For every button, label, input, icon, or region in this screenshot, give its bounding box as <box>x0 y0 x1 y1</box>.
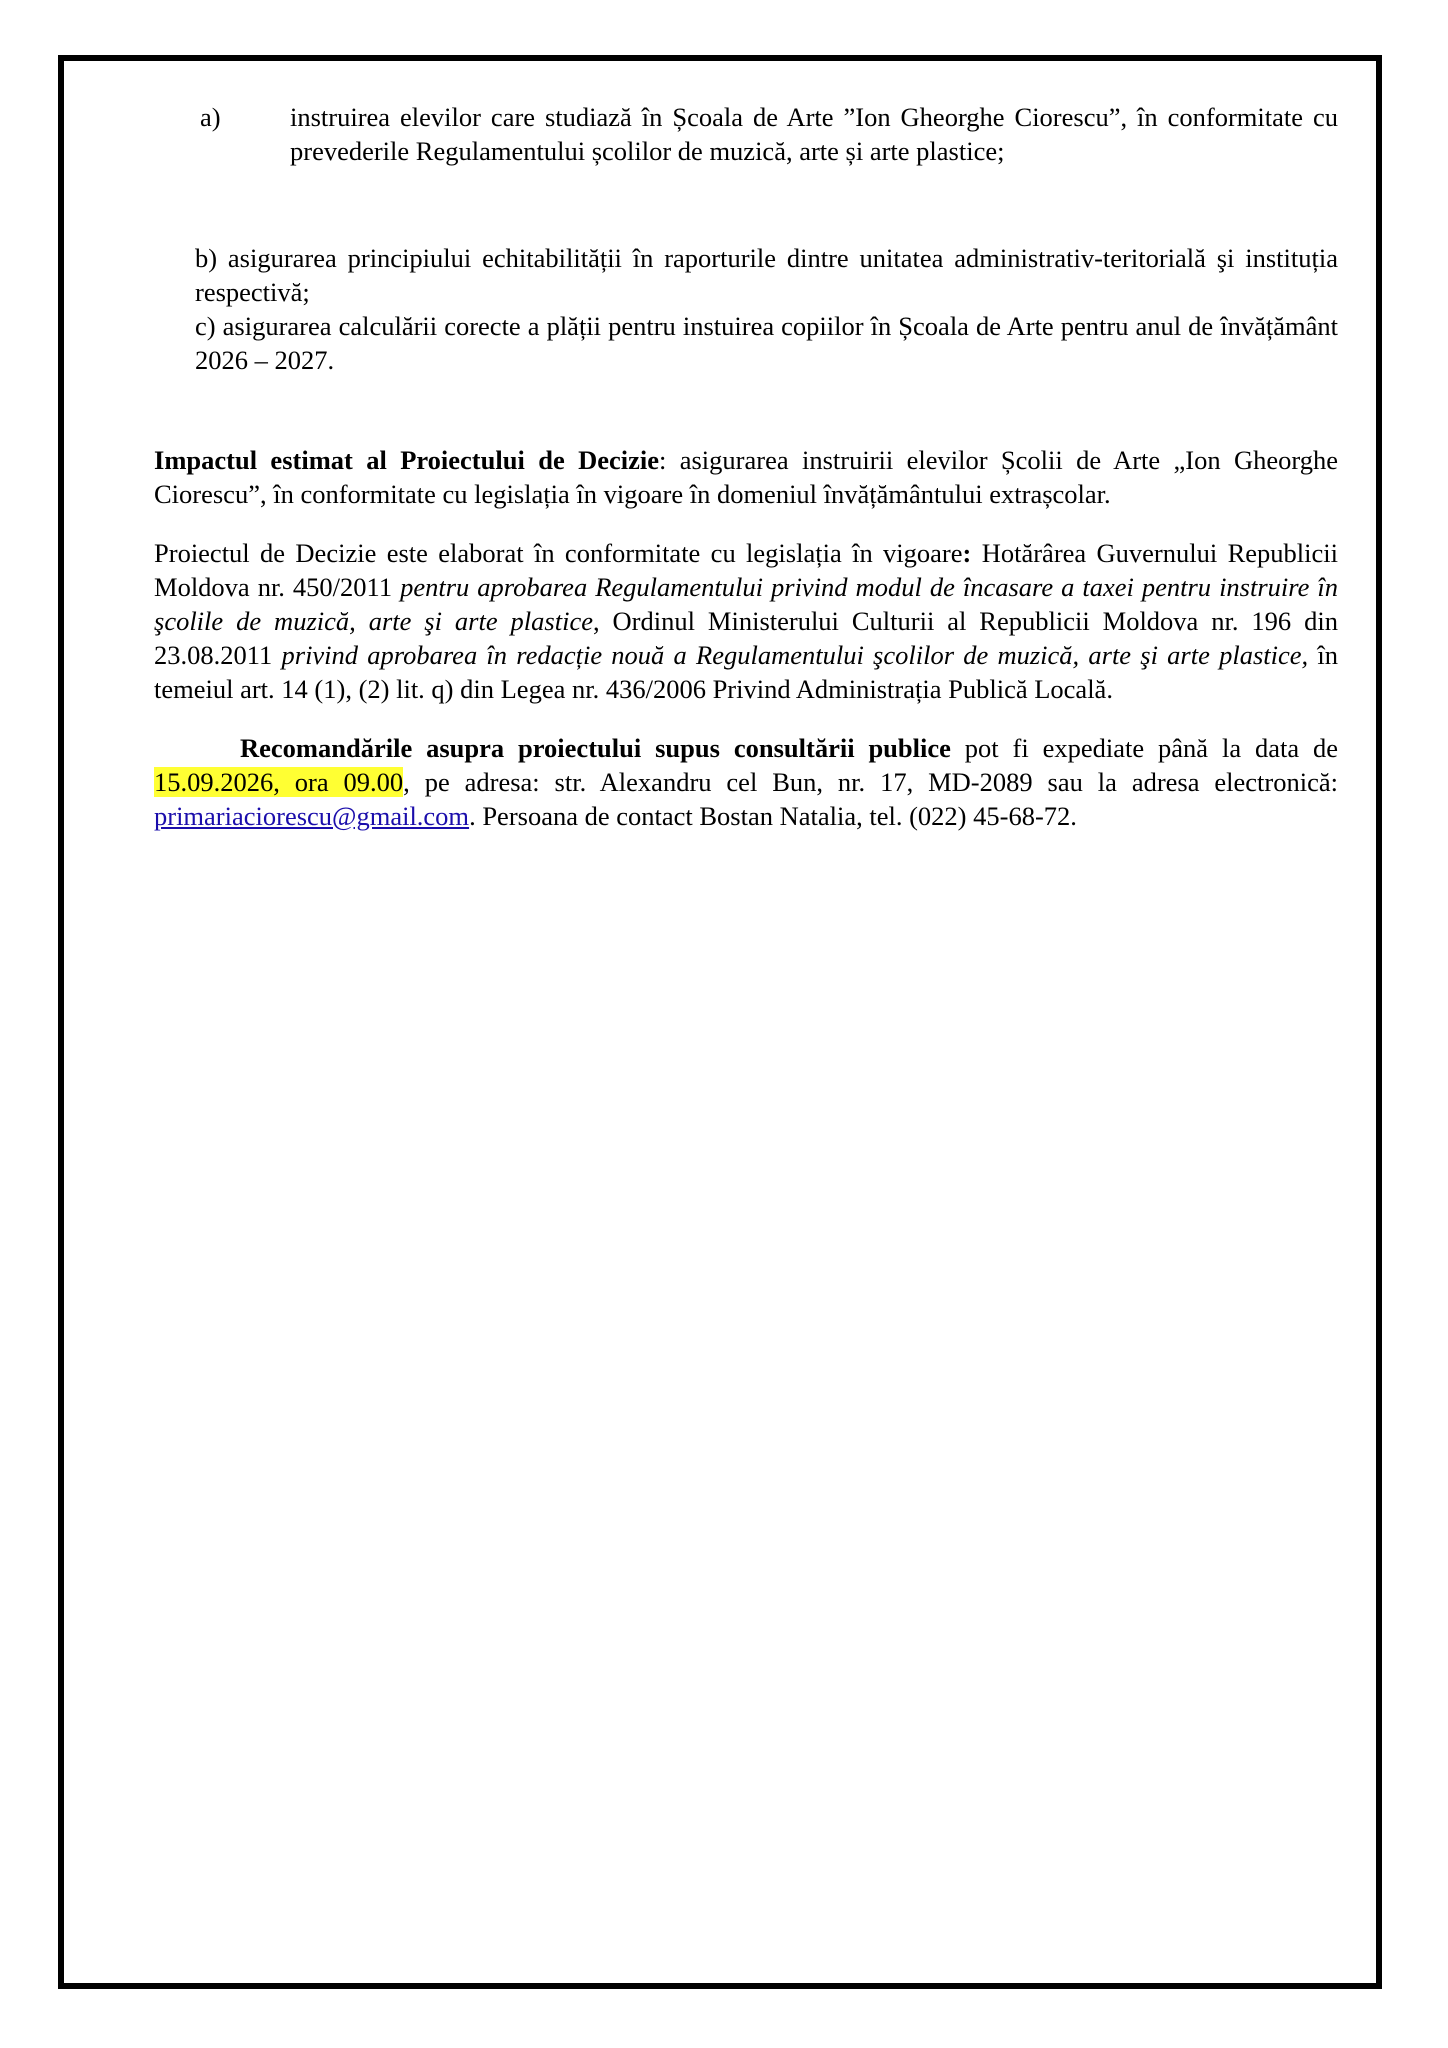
legal-italic-2: privind aprobarea în redacție nouă a Regulamentului şcolilor de muzică, arte şi arte plastice, <box>281 640 1309 670</box>
document-body <box>154 100 1338 833</box>
list-item-a <box>200 100 1338 168</box>
legal-text-4: în temeiul art. 14 (1), (2) lit. q) din Legea nr. 436/2006 Privind Administrația Publică Locală. <box>154 640 1338 704</box>
recommendations-label: Recomandările asupra proiectului supus consultării publice <box>240 733 951 763</box>
legal-text-1: Proiectul de Decizie este elaborat în conformitate cu legislația în vigoare <box>154 538 963 568</box>
recommendations-text-2: , pe adresa: str. Alexandru cel Bun, nr. 17, MD-2089 sau la adresa electronică: <box>403 767 1338 797</box>
email-link[interactable]: primariaciorescu@gmail.com <box>154 801 470 831</box>
impact-text: : asigurarea instruirii elevilor Școlii de Arte „Ion Gheorghe Ciorescu”, în conformitate cu legislația în vigoare în domeniul învățământului extrașcolar. <box>154 445 1338 509</box>
legal-basis-paragraph <box>154 536 1338 706</box>
legal-text-3: , Ordinul Ministerului Culturii al Republicii Moldova nr. 196 din 23.08.2011 <box>154 606 1338 670</box>
legal-italic-1: pentru aprobarea Regulamentului privind modul de încasare a taxei pentru instruire în şcolile de muzică, arte şi arte plastice <box>154 572 1338 636</box>
impact-label: Impactul estimat al Proiectului de Decizie <box>154 445 659 475</box>
legal-colon: : <box>962 538 972 568</box>
recommendations-text-3: . Persoana de contact Bostan Natalia, tel. (022) 45-68-72. <box>469 801 1077 831</box>
list-item-c: c) asigurarea calculării corecte a plății pentru instuirea copiilor în Școala de Arte pentru anul de învățământ 2026 – 2027. <box>195 311 1338 375</box>
list-item-b: b) asigurarea principiului echitabilității în raporturile dintre unitatea administrativ-teritorială şi instituția respectivă; <box>195 243 1338 307</box>
list-item-a-text: instruirea elevilor care studiază în Școala de Arte ”Ion Gheorghe Ciorescu”, în conformitate cu prevederile Regulamentului școlilor de muzică, arte și arte plastice; <box>290 102 1338 166</box>
legal-text-2: Hotărârea Guvernului Republicii Moldova nr. 450/2011 <box>154 538 1338 602</box>
list-marker-a: a) <box>200 102 221 132</box>
recommendations-text-1: pot fi expediate până la data de <box>950 733 1338 763</box>
impact-paragraph <box>154 443 1338 511</box>
deadline-highlight: 15.09.2026, ora 09.00 <box>154 767 404 797</box>
recommendations-paragraph <box>154 731 1338 833</box>
